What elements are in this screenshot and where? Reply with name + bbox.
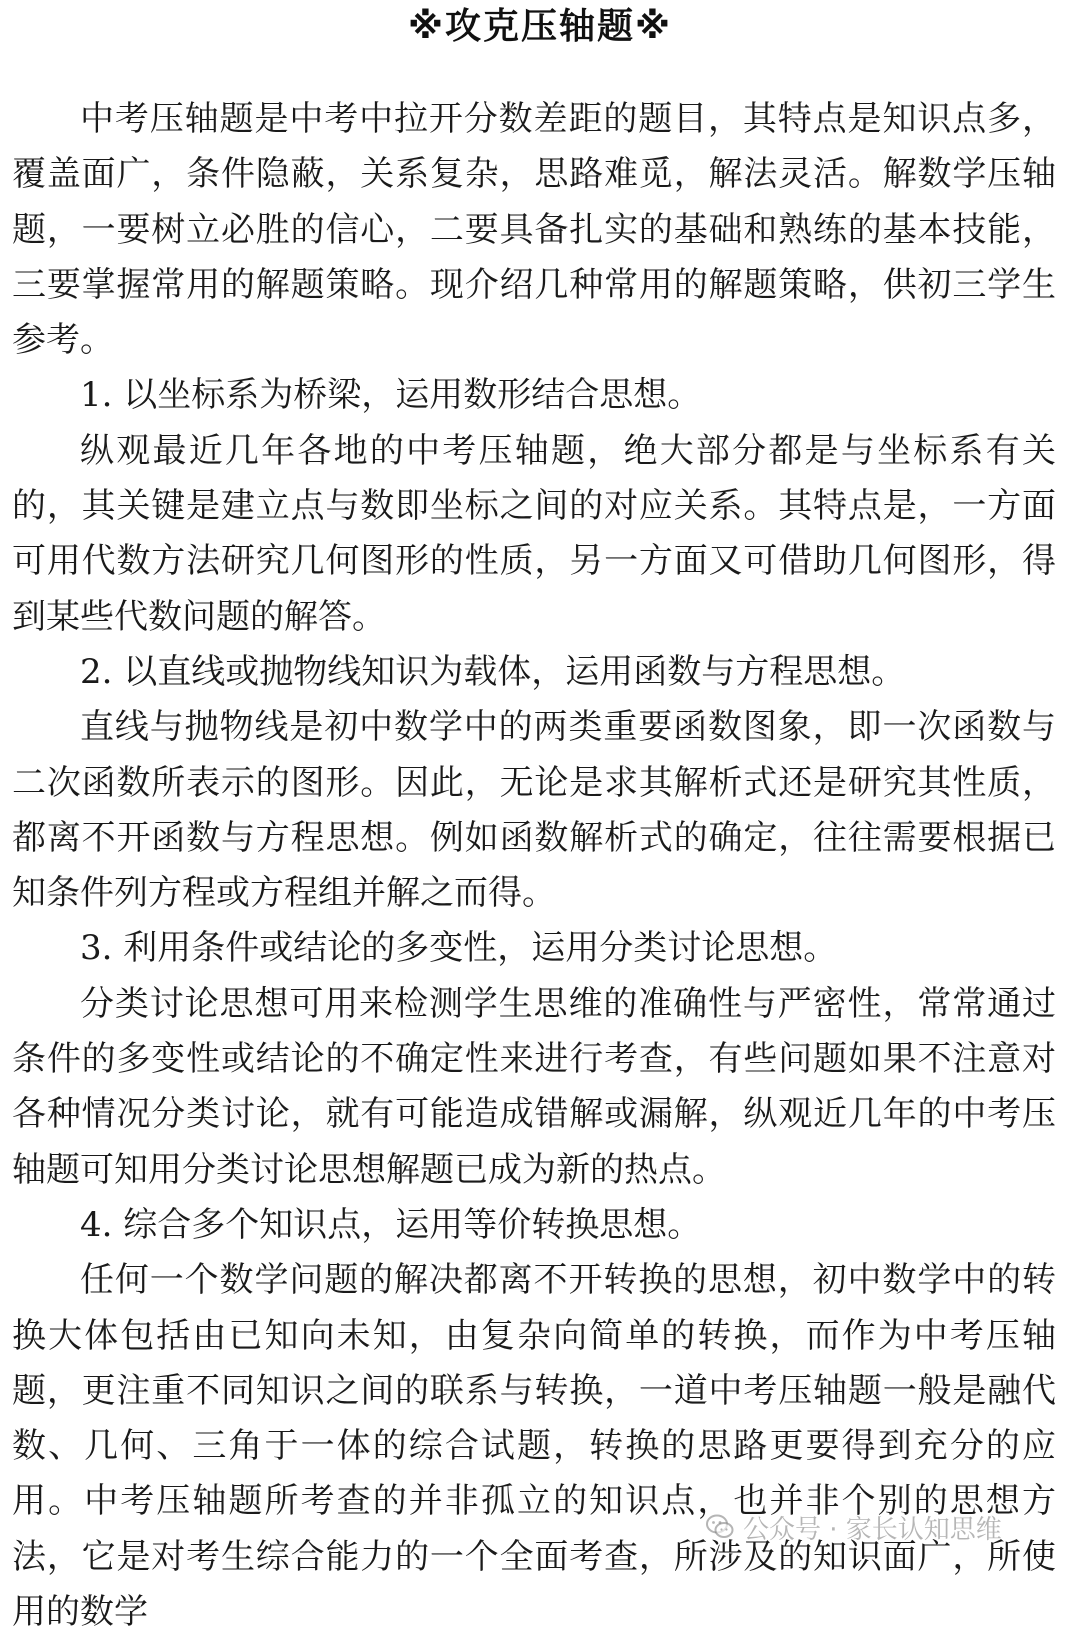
watermark bbox=[705, 1505, 1002, 1549]
strategy-2-paragraph: 直线与抛物线是初中数学中的两类重要函数图象，即一次函数与二次函数所表示的图形。因此，无论是求其解析式还是研究其性质，都离不开函数与方程思想。例如函数解析式的确定，往往需要根据已知条件列方程或方程组并解之而得。 bbox=[12, 707, 1056, 914]
watermark-text: 公众号 · 家长认知思维 bbox=[743, 1514, 1002, 1545]
strategy-1-heading: 1. 以坐标系为桥梁，运用数形结合思想。 bbox=[80, 375, 702, 416]
strategy-3-heading: 3. 利用条件或结论的多变性，运用分类讨论思想。 bbox=[80, 928, 838, 969]
intro-paragraph: 中考压轴题是中考中拉开分数差距的题目，其特点是知识点多，覆盖面广，条件隐蔽，关系复杂，思路难觅，解法灵活。解数学压轴题，一要树立必胜的信心，二要具备扎实的基础和熟练的基本技能，三要掌握常用的解题策略。现介绍几种常用的解题策略，供初三学生参考。 bbox=[12, 99, 1056, 361]
page-title: ※攻克压轴题※ bbox=[408, 6, 672, 47]
strategy-4-paragraph: 任何一个数学问题的解决都离不开转换的思想，初中数学中的转换大体包括由已知向未知，由复杂向简单的转换，而作为中考压轴题，更注重不同知识之间的联系与转换，一道中考压轴题一般是融代数、几何、三角于一体的综合试题，转换的思路更要得到充分的应用。中考压轴题所考查的并非孤立的知识点，也并非个别的思想方法，它是对考生综合能力的一个全面考查，所涉及的知识面广，所使用的数学 bbox=[12, 1260, 1056, 1633]
strategy-1-paragraph: 纵观最近几年各地的中考压轴题，绝大部分都是与坐标系有关的，其关键是建立点与数即坐标之间的对应关系。其特点是，一方面可用代数方法研究几何图形的性质，另一方面又可借助几何图形，得到某些代数问题的解答。 bbox=[12, 430, 1056, 637]
wechat-icon bbox=[705, 1512, 735, 1542]
document-body bbox=[12, 92, 1056, 1640]
strategy-2-heading: 2. 以直线或抛物线知识为载体，运用函数与方程思想。 bbox=[80, 651, 906, 692]
strategy-3-paragraph: 分类讨论思想可用来检测学生思维的准确性与严密性，常常通过条件的多变性或结论的不确定性来进行考查，有些问题如果不注意对各种情况分类讨论，就有可能造成错解或漏解，纵观近几年的中考压轴题可知用分类讨论思想解题已成为新的热点。 bbox=[12, 983, 1056, 1190]
strategy-4-heading: 4. 综合多个知识点，运用等价转换思想。 bbox=[80, 1204, 702, 1245]
